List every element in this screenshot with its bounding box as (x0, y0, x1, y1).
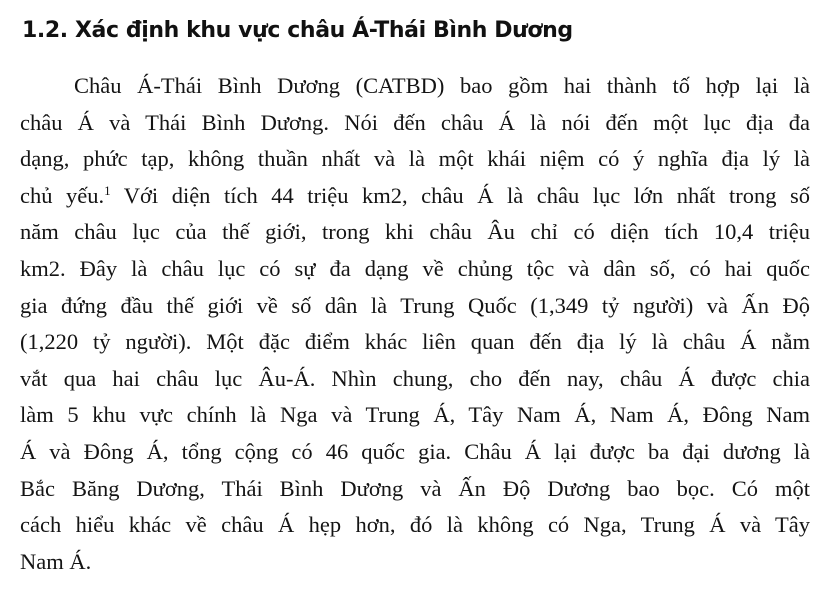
paragraph-line-1: Châu Á-Thái Bình Dương (CATBD) bao gồm hai thành tố hợp lại là (74, 73, 810, 98)
paragraph-line-6: km2. Đây là châu lục có sự đa dạng về chủng tộc và dân số, có hai quốc (20, 255, 810, 281)
paragraph-line-13: cách hiểu khác về châu Á hẹp hơn, đó là không có Nga, Trung Á và Tây (20, 512, 810, 538)
paragraph-line-9: vắt qua hai châu lục Âu-Á. Nhìn chung, cho đến nay, châu Á được chia (20, 365, 810, 391)
paragraph-line-5: năm châu lục của thế giới, trong khi châu Âu chỉ có diện tích 10,4 triệu (20, 219, 810, 245)
paragraph-line-11: Á và Đông Á, tổng cộng có 46 quốc gia. Châu Á lại được ba đại dương là (20, 438, 810, 464)
paragraph-line-3: dạng, phức tạp, không thuần nhất và là một khái niệm có ý nghĩa địa lý là (20, 146, 810, 172)
paragraph-line-7: gia đứng đầu thế giới về số dân là Trung Quốc (1,349 tỷ người) và Ấn Độ (20, 292, 810, 318)
footnote-marker: 1 (104, 182, 111, 198)
paragraph-line-8: (1,220 tỷ người). Một đặc điểm khác liên quan đến địa lý là châu Á nằm (20, 329, 810, 355)
paragraph-line-4 (20, 178, 810, 215)
paragraph-line-12: Bắc Băng Dương, Thái Bình Dương và Ấn Độ Dương bao bọc. Có một (20, 475, 810, 501)
paragraph-line-2: châu Á và Thái Bình Dương. Nói đến châu Á là nói đến một lục địa đa (20, 109, 810, 135)
paragraph-line-14: Nam Á. (20, 548, 92, 574)
body-paragraph (20, 68, 810, 580)
paragraph-line-4-start: chủ yếu. (20, 182, 105, 208)
paragraph-line-4-end: Với diện tích 44 triệu km2, châu Á là châu lục lớn nhất trong số (123, 182, 810, 208)
section-heading: 1.2. Xác định khu vực châu Á-Thái Bình Dương (22, 18, 573, 43)
paragraph-line-10: làm 5 khu vực chính là Nga và Trung Á, Tây Nam Á, Nam Á, Đông Nam (20, 402, 810, 428)
